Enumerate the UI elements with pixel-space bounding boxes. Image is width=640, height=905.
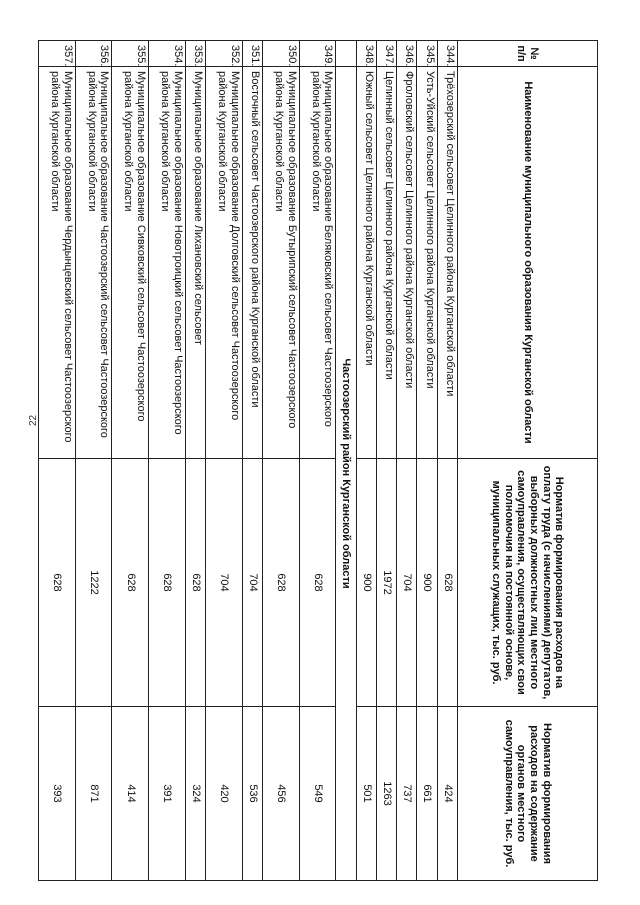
row-norm-maintenance: 391 bbox=[149, 707, 186, 881]
row-number: 355. bbox=[112, 41, 149, 67]
row-norm-deputies: 704 bbox=[242, 459, 262, 707]
row-norm-maintenance: 424 bbox=[437, 707, 457, 881]
row-norm-maintenance: 324 bbox=[185, 707, 205, 881]
table-body-b bbox=[39, 41, 336, 881]
table-row bbox=[437, 41, 457, 881]
row-norm-maintenance: 536 bbox=[242, 707, 262, 881]
row-name: Муниципальное образование Долговский сельсовет Частоозерского района Курганской области bbox=[206, 67, 243, 459]
row-name: Муниципальное образование Бутырипский сельсовет Частоозерского района Курганской области bbox=[262, 67, 299, 459]
row-name: Южный сельсовет Целинного района Курганской области bbox=[356, 67, 376, 459]
row-number: 353. bbox=[185, 41, 205, 67]
row-name: Муниципальное образование Сивковский сельсовет Частоозерского района Курганской области bbox=[112, 67, 149, 459]
table-row bbox=[356, 41, 376, 881]
norms-table bbox=[38, 40, 598, 881]
row-name: Усть-Уйский сельсовет Целинного района Курганской области bbox=[417, 67, 437, 459]
row-name: Целинный сельсовет Целинного района Курганской области bbox=[376, 67, 396, 459]
row-norm-deputies: 704 bbox=[206, 459, 243, 707]
table-row bbox=[112, 41, 149, 881]
row-number: 346. bbox=[397, 41, 417, 67]
row-norm-deputies: 628 bbox=[112, 459, 149, 707]
section-spacer bbox=[336, 41, 356, 67]
table-row bbox=[299, 41, 336, 881]
row-norm-deputies: 628 bbox=[299, 459, 336, 707]
header-num: № п/п bbox=[458, 41, 598, 67]
section-row bbox=[336, 41, 356, 881]
row-norm-maintenance: 393 bbox=[39, 707, 76, 881]
header-norm-deputies: Норматив формирования расходов на оплату труда (с начислениями) депутатов, выборных должностных лиц местного самоуправления, осуществляющих свои полномочия на постоянной основе, муниципальных служащих, тыс. руб. bbox=[458, 459, 598, 707]
section-body bbox=[336, 41, 356, 881]
row-norm-maintenance: 414 bbox=[112, 707, 149, 881]
table-row bbox=[185, 41, 205, 881]
table-row bbox=[397, 41, 417, 881]
page-number: 22 bbox=[28, 414, 39, 426]
table-row bbox=[262, 41, 299, 881]
table-body-a bbox=[356, 41, 457, 881]
row-number: 351. bbox=[242, 41, 262, 67]
row-norm-maintenance: 456 bbox=[262, 707, 299, 881]
table-header-row bbox=[458, 41, 598, 881]
row-name: Муниципальное образование Частоозерский сельсовет Частоозерского района Курганской области bbox=[75, 67, 112, 459]
row-number: 357. bbox=[39, 41, 76, 67]
row-norm-maintenance: 549 bbox=[299, 707, 336, 881]
row-norm-maintenance: 420 bbox=[206, 707, 243, 881]
row-name: Муниципальное образование Чердынцевский сельсовет Частоозерского района Курганской области bbox=[39, 67, 76, 459]
table-row bbox=[39, 41, 76, 881]
row-norm-maintenance: 1263 bbox=[376, 707, 396, 881]
row-norm-deputies: 628 bbox=[39, 459, 76, 707]
table-row bbox=[376, 41, 396, 881]
table-row bbox=[242, 41, 262, 881]
header-norm-maintenance: Норматив формирования расходов на содержание органов местного самоуправления, тыс. руб. bbox=[458, 707, 598, 881]
table-row bbox=[417, 41, 437, 881]
row-norm-deputies: 628 bbox=[185, 459, 205, 707]
row-norm-deputies: 628 bbox=[149, 459, 186, 707]
table-row bbox=[206, 41, 243, 881]
table-row bbox=[75, 41, 112, 881]
row-number: 354. bbox=[149, 41, 186, 67]
row-norm-deputies: 1222 bbox=[75, 459, 112, 707]
row-norm-deputies: 704 bbox=[397, 459, 417, 707]
header-name: Наименование муниципального образования Курганской области bbox=[458, 67, 598, 459]
row-norm-maintenance: 501 bbox=[356, 707, 376, 881]
row-number: 345. bbox=[417, 41, 437, 67]
row-norm-deputies: 1972 bbox=[376, 459, 396, 707]
row-norm-maintenance: 661 bbox=[417, 707, 437, 881]
row-name: Муниципальное образование Новотроицкий сельсовет Частоозерского района Курганской области bbox=[149, 67, 186, 459]
row-number: 347. bbox=[376, 41, 396, 67]
row-norm-deputies: 628 bbox=[262, 459, 299, 707]
row-number: 350. bbox=[262, 41, 299, 67]
row-name: Восточный сельсовет Частоозерского района Курганской области bbox=[242, 67, 262, 459]
row-number: 348. bbox=[356, 41, 376, 67]
row-name: Муниципальное образование Лихановский сельсовет bbox=[185, 67, 205, 459]
row-number: 344. bbox=[437, 41, 457, 67]
row-name: Трёхозерский сельсовет Целинного района Курганской области bbox=[437, 67, 457, 459]
row-norm-deputies: 628 bbox=[437, 459, 457, 707]
row-norm-maintenance: 871 bbox=[75, 707, 112, 881]
document-table-rotated bbox=[38, 40, 598, 880]
table-row bbox=[149, 41, 186, 881]
section-title: Частоозерский район Курганской области bbox=[336, 67, 356, 881]
row-norm-deputies: 900 bbox=[356, 459, 376, 707]
row-norm-maintenance: 737 bbox=[397, 707, 417, 881]
row-name: Фроловский сельсовет Целинного района Курганской области bbox=[397, 67, 417, 459]
row-norm-deputies: 900 bbox=[417, 459, 437, 707]
row-name: Муниципальное образование Беляковский сельсовет Частоозерского района Курганской области bbox=[299, 67, 336, 459]
row-number: 356. bbox=[75, 41, 112, 67]
row-number: 349. bbox=[299, 41, 336, 67]
row-number: 352. bbox=[206, 41, 243, 67]
